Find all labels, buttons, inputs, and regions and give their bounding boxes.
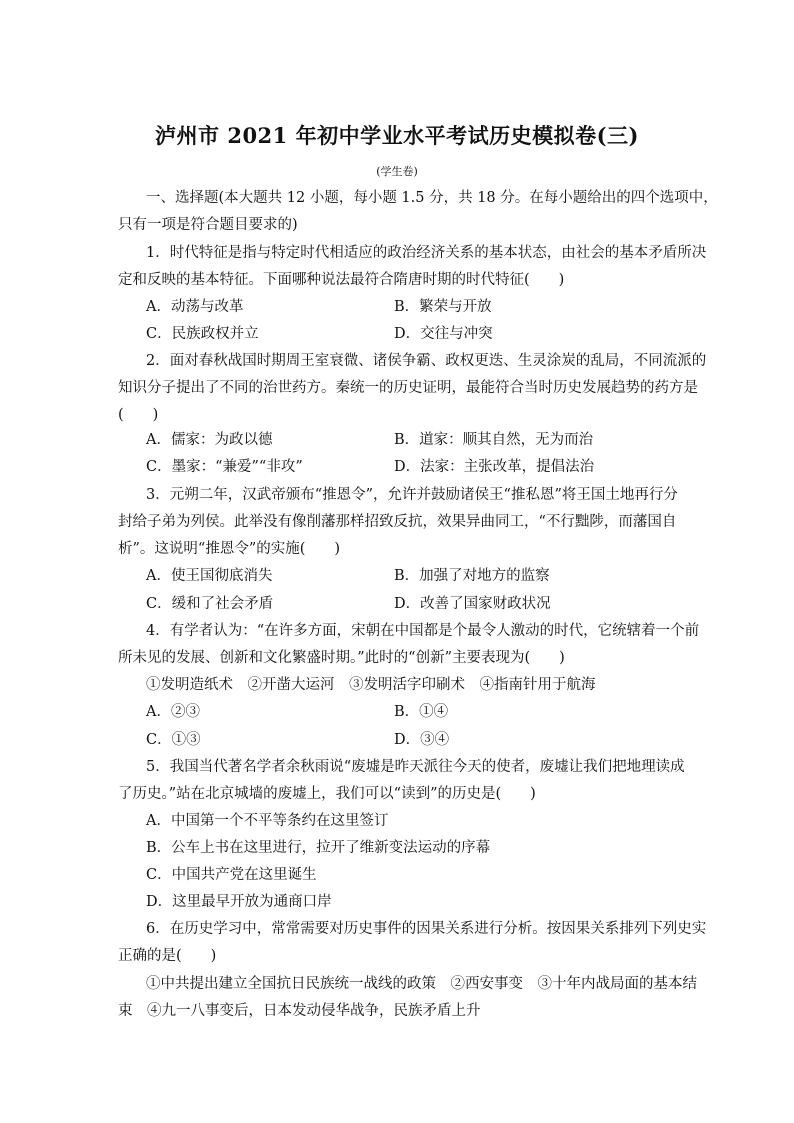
section-heading-line-2: 只有一项是符合题目要求的) <box>118 217 298 233</box>
q6-items-line-2: 束 ④九一八事变后，日本发动侵华战争，民族矛盾上升 <box>118 1003 481 1019</box>
q2-option-c: C．墨家：“兼爱”“非攻” <box>146 459 303 475</box>
q4-option-b: B．①④ <box>394 704 449 720</box>
q2-option-b: B．道家：顺其自然，无为而治 <box>394 432 594 448</box>
q1-stem-line-2: 定和反映的基本特征。下面哪种说法最符合隋唐时期的时代特征( ) <box>118 272 565 288</box>
q4-stem-line-2: 所未见的发展、创新和文化繁盛时期。”此时的“创新”主要表现为( ) <box>118 650 565 666</box>
q3-option-a: A．使王国彻底消失 <box>146 568 273 584</box>
q4-option-c: C．①③ <box>146 732 201 748</box>
q5-option-c: C．中国共产党在这里诞生 <box>146 867 317 883</box>
q5-option-d: D．这里最早开放为通商口岸 <box>146 894 332 910</box>
q4-items-line: ①发明造纸术 ②开凿大运河 ③发明活字印刷术 ④指南针用于航海 <box>146 677 596 693</box>
q1-option-b: B．繁荣与开放 <box>394 299 492 315</box>
q6-items-line-1: ①中共提出建立全国抗日民族统一战线的政策 ②西安事变 ③十年内战局面的基本结 <box>146 976 697 992</box>
q4-option-d: D．③④ <box>394 732 450 748</box>
q3-stem-line-2: 封给子弟为列侯。此举没有像削藩那样招致反抗，效果异曲同工，“不行黜陟，而藩国自 <box>118 514 677 530</box>
q3-option-b: B．加强了对地方的监察 <box>394 568 550 584</box>
q5-option-a: A．中国第一个不平等条约在这里签订 <box>146 813 389 829</box>
q4-option-a: A．②③ <box>146 704 200 720</box>
q3-option-c: C．缓和了社会矛盾 <box>146 596 274 612</box>
q6-stem-line-1: 6．在历史学习中，常常需要对历史事件的因果关系进行分析。按因果关系排列下列史实 <box>146 921 707 937</box>
q1-option-d: D．交往与冲突 <box>394 326 493 342</box>
q1-option-c: C．民族政权并立 <box>146 326 259 342</box>
q5-stem-line-2: 了历史。”站在北京城墙的废墟上，我们可以“读到”的历史是( ) <box>118 786 536 802</box>
q4-stem-line-1: 4．有学者认为：“在许多方面，宋朝在中国都是个最令人激动的时代，它统辖着一个前 <box>146 623 700 639</box>
q6-stem-line-2: 正确的是( ) <box>118 948 217 964</box>
q2-stem-line-2: 知识分子提出了不同的治世药方。秦统一的历史证明，最能符合当时历史发展趋势的药方是 <box>118 380 698 396</box>
q3-stem-line-1: 3．元朔二年，汉武帝颁布“推恩令”，允许并鼓励诸侯王“推私恩”将王国土地再行分 <box>146 487 678 503</box>
q5-stem-line-1: 5．我国当代著名学者余秋雨说“废墟是昨天派往今天的使者，废墟让我们把地理读成 <box>146 759 685 775</box>
q2-option-a: A．儒家：为政以德 <box>146 432 273 448</box>
exam-title: 泸州市 2021 年初中学业水平考试历史模拟卷(三) <box>155 123 639 148</box>
q3-option-d: D．改善了国家财政状况 <box>394 596 551 612</box>
q1-option-a: A．动荡与改革 <box>146 299 244 315</box>
q1-stem-line-1: 1．时代特征是指与特定时代相适应的政治经济关系的基本状态，由社会的基本矛盾所决 <box>146 245 707 261</box>
exam-subtitle: (学生卷) <box>376 165 418 178</box>
q5-option-b: B．公车上书在这里进行，拉开了维新变法运动的序幕 <box>146 840 491 856</box>
q3-stem-line-3: 析”。这说明“推恩令”的实施( ) <box>118 541 341 557</box>
q2-option-d: D．法家：主张改革，提倡法治 <box>394 459 595 475</box>
q2-stem-line-1: 2．面对春秋战国时期周王室衰微、诸侯争霸、政权更迭、生灵涂炭的乱局，不同流派的 <box>146 353 707 369</box>
section-heading-line-1: 一、选择题(本大题共 12 小题，每小题 1.5 分，共 18 分。在每小题给出的四个选项中， <box>146 190 718 206</box>
q2-stem-line-3: ( ) <box>118 407 159 423</box>
